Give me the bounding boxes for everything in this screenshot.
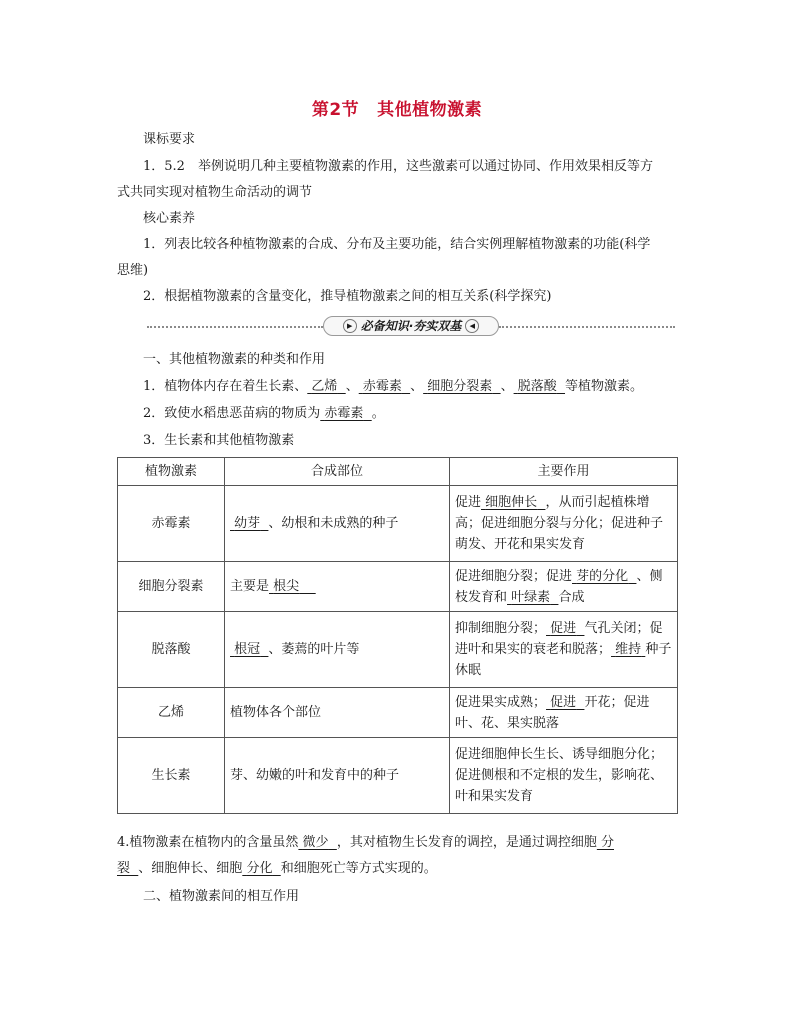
function-blank: 促进	[550, 621, 577, 636]
part1-heading: 一、其他植物激素的种类和作用	[143, 352, 326, 367]
main-function: 促进 细胞伸长 ，从而引起植株增高；促进细胞分裂与分化；促进种子萌发、开花和果实发育	[450, 486, 678, 562]
table-row	[118, 562, 678, 612]
question-2	[143, 404, 679, 424]
table-row	[118, 738, 678, 814]
question-1	[143, 377, 679, 397]
q1-sep: 、	[500, 379, 514, 394]
section-number: 第2节	[311, 100, 360, 120]
site-blank: 幼芽	[234, 516, 261, 531]
q2-answer: 赤霉素	[324, 406, 364, 421]
part2-heading: 二、植物激素间的相互作用	[143, 889, 300, 904]
play-right-icon: ▶	[343, 319, 357, 333]
synthesis-site: 根冠 、萎蔫的叶片等	[225, 612, 450, 688]
requirements-item-line2: 式共同实现对植物生命活动的调节	[117, 185, 313, 200]
table-header-row	[118, 458, 678, 486]
q2-prefix: 2．致使水稻患恶苗病的物质为	[143, 406, 321, 421]
function-blank: 芽的分化	[576, 568, 629, 584]
literacy-item1-line1: 1．列表比较各种植物激素的合成、分布及主要功能，结合实例理解植物激素的功能(科学	[143, 237, 651, 252]
banner-divider-left	[147, 326, 323, 328]
table-row	[118, 486, 678, 562]
requirements-item-line1: 1．5.2 举例说明几种主要植物激素的作用，这些激素可以通过协同、作用效果相反等方	[143, 159, 653, 174]
q1-sep: 、	[345, 379, 359, 394]
hormone-name: 细胞分裂素	[118, 562, 225, 612]
hormone-name: 乙烯	[118, 688, 225, 738]
play-left-icon: ◀	[465, 319, 479, 333]
q1-sep: 、	[410, 379, 424, 394]
function-blank: 促进	[550, 694, 577, 710]
synthesis-site: 幼芽 、幼根和未成熟的种子	[225, 486, 450, 562]
section-banner	[147, 316, 675, 336]
main-function: 促进细胞伸长生长、诱导细胞分化；促进侧根和不定根的发生，影响花、叶和果实发育	[450, 738, 678, 814]
site-blank: 根冠	[234, 642, 261, 657]
question-4-line1: 4.植物激素在植物内的含量虽然 微少 ，其对植物生长发育的调控，是通过调控细胞 分	[117, 835, 614, 850]
q4-answer-3: 分化	[246, 861, 273, 876]
q1-suffix: 等植物激素。	[565, 379, 644, 394]
question-4-line2: 裂 、细胞伸长、细胞 分化 和细胞死亡等方式实现的。	[117, 861, 437, 876]
q1-prefix: 1．植物体内存在着生长素、	[143, 379, 308, 394]
table-header: 主要作用	[450, 458, 678, 486]
question-3: 3．生长素和其他植物激素	[143, 433, 295, 448]
requirements-heading: 课标要求	[143, 132, 196, 147]
hormone-name: 赤霉素	[118, 486, 225, 562]
function-blank: 细胞伸长	[485, 495, 538, 510]
hormone-table	[117, 457, 678, 814]
banner-pill	[323, 316, 499, 336]
q4-answer-2: 分	[600, 835, 614, 850]
function-blank: 叶绿素	[511, 589, 551, 605]
function-blank: 维持	[615, 642, 642, 657]
main-function: 促进果实成熟； 促进 开花；促进叶、花、果实脱落	[450, 688, 678, 738]
synthesis-site: 芽、幼嫩的叶和发育中的种子	[225, 738, 450, 814]
literacy-heading: 核心素养	[143, 211, 196, 226]
table-header: 植物激素	[118, 458, 225, 486]
q2-suffix: 。	[371, 406, 385, 421]
literacy-item2: 2．根据植物激素的含量变化，推导植物激素之间的相互关系(科学探究)	[143, 289, 552, 304]
q1-answer-4: 脱落酸	[517, 379, 557, 394]
table-row	[118, 688, 678, 738]
banner-divider-right	[499, 326, 675, 328]
section-title	[0, 95, 794, 120]
site-blank: 根尖	[273, 579, 300, 594]
synthesis-site: 主要是 根尖	[225, 562, 450, 612]
q1-answer-2: 赤霉素	[362, 379, 402, 394]
table-row	[118, 612, 678, 688]
main-function: 促进细胞分裂；促进 芽的分化 、侧枝发育和 叶绿素 合成	[450, 562, 678, 612]
hormone-name: 脱落酸	[118, 612, 225, 688]
literacy-item1-line2: 思维)	[117, 263, 149, 278]
q4-answer-1: 微少	[302, 835, 329, 850]
table-header: 合成部位	[225, 458, 450, 486]
q1-answer-3: 细胞分裂素	[427, 379, 493, 394]
main-function: 抑制细胞分裂； 促进 气孔关闭；促进叶和果实的衰老和脱落； 维持 种子休眠	[450, 612, 678, 688]
q4-answer-2-cont: 裂	[117, 861, 131, 876]
banner-label: 必备知识·夯实双基	[360, 319, 462, 333]
synthesis-site: 植物体各个部位	[225, 688, 450, 738]
section-topic: 其他植物激素	[377, 100, 483, 120]
q1-answer-1: 乙烯	[311, 379, 338, 394]
hormone-name: 生长素	[118, 738, 225, 814]
